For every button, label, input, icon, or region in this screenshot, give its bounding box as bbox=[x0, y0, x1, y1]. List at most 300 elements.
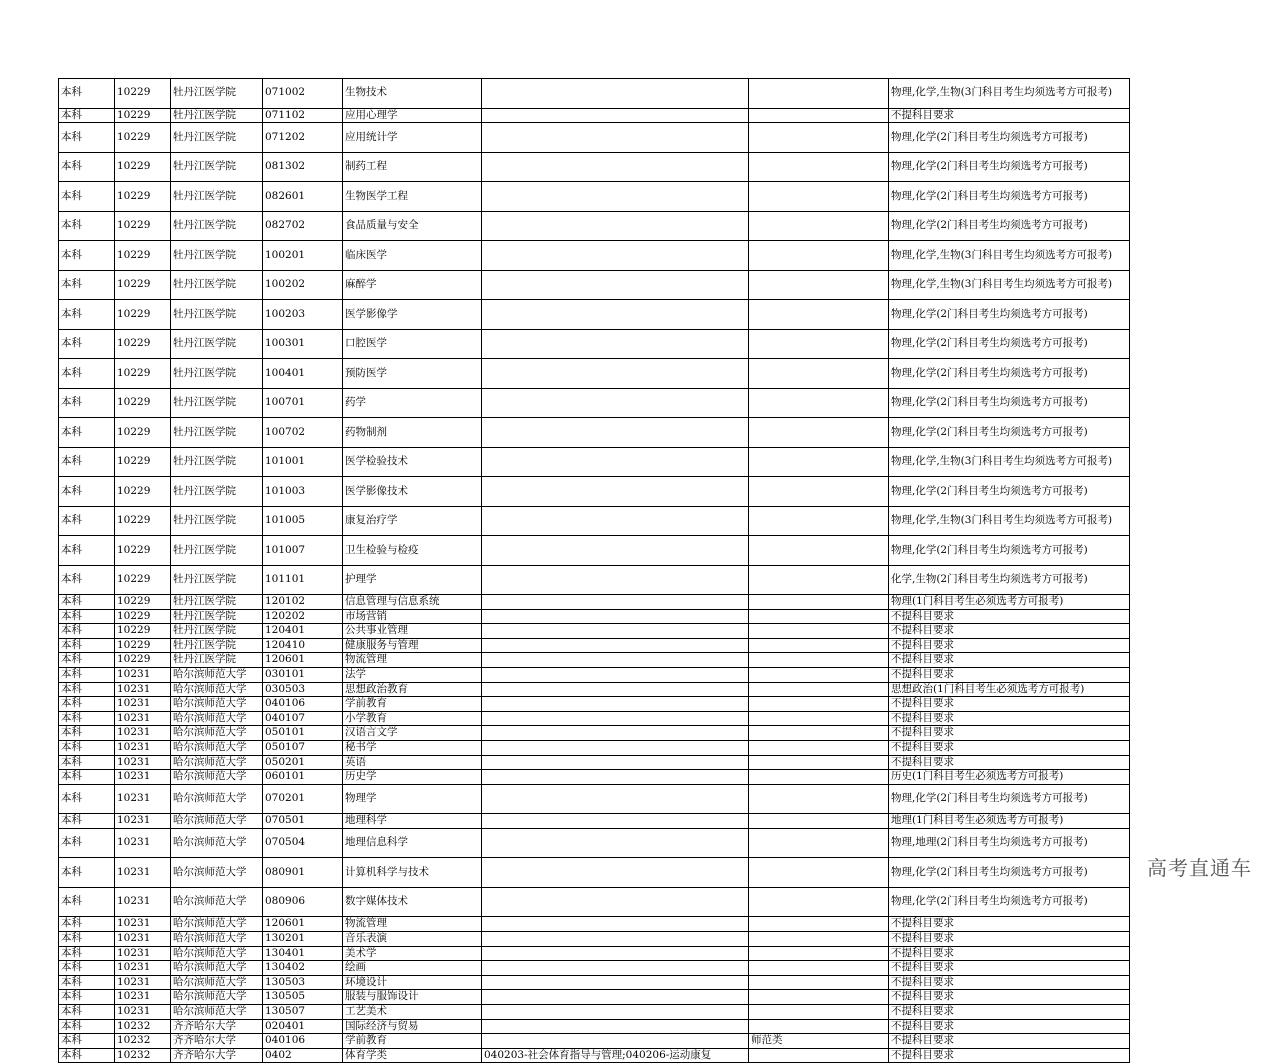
major-name-cell: 音乐表演 bbox=[343, 932, 482, 947]
school-code-cell: 10229 bbox=[115, 300, 171, 330]
level-cell: 本科 bbox=[59, 946, 115, 961]
school-name-cell: 哈尔滨师范大学 bbox=[171, 697, 263, 712]
included-majors-cell bbox=[482, 270, 749, 300]
enrollment-requirements-table bbox=[58, 78, 1130, 1063]
remark-cell bbox=[749, 932, 889, 947]
major-code-cell: 050107 bbox=[263, 741, 343, 756]
major-code-cell: 040106 bbox=[263, 697, 343, 712]
major-name-cell: 历史学 bbox=[343, 770, 482, 785]
school-code-cell: 10231 bbox=[115, 711, 171, 726]
included-majors-cell bbox=[482, 1034, 749, 1049]
remark-cell bbox=[749, 946, 889, 961]
school-code-cell: 10232 bbox=[115, 1048, 171, 1063]
school-name-cell: 哈尔滨师范大学 bbox=[171, 770, 263, 785]
school-code-cell: 10229 bbox=[115, 565, 171, 595]
school-code-cell: 10229 bbox=[115, 506, 171, 536]
remark-cell bbox=[749, 682, 889, 697]
subject-requirement-cell: 物理,化学(2门科目考生均须选考方可报考) bbox=[889, 418, 1130, 448]
table-row bbox=[59, 241, 1130, 271]
subject-requirement-cell: 不提科目要求 bbox=[889, 697, 1130, 712]
table-row bbox=[59, 932, 1130, 947]
major-name-cell: 服装与服饰设计 bbox=[343, 990, 482, 1005]
major-code-cell: 100203 bbox=[263, 300, 343, 330]
remark-cell bbox=[749, 447, 889, 477]
school-name-cell: 牡丹江医学院 bbox=[171, 565, 263, 595]
school-code-cell: 10231 bbox=[115, 1004, 171, 1019]
school-name-cell: 哈尔滨师范大学 bbox=[171, 814, 263, 829]
major-name-cell: 思想政治教育 bbox=[343, 682, 482, 697]
major-code-cell: 130505 bbox=[263, 990, 343, 1005]
included-majors-cell bbox=[482, 917, 749, 932]
major-code-cell: 130503 bbox=[263, 975, 343, 990]
major-name-cell: 医学检验技术 bbox=[343, 447, 482, 477]
included-majors-cell bbox=[482, 329, 749, 359]
level-cell: 本科 bbox=[59, 211, 115, 241]
level-cell: 本科 bbox=[59, 565, 115, 595]
included-majors-cell bbox=[482, 828, 749, 858]
school-name-cell: 牡丹江医学院 bbox=[171, 624, 263, 639]
remark-cell bbox=[749, 668, 889, 683]
subject-requirement-cell: 物理,化学(2门科目考生均须选考方可报考) bbox=[889, 477, 1130, 507]
included-majors-cell bbox=[482, 79, 749, 109]
included-majors-cell bbox=[482, 300, 749, 330]
table-row bbox=[59, 975, 1130, 990]
major-code-cell: 101101 bbox=[263, 565, 343, 595]
school-code-cell: 10229 bbox=[115, 653, 171, 668]
school-code-cell: 10231 bbox=[115, 917, 171, 932]
major-name-cell: 医学影像学 bbox=[343, 300, 482, 330]
remark-cell bbox=[749, 152, 889, 182]
subject-requirement-cell: 地理(1门科目考生必须选考方可报考) bbox=[889, 814, 1130, 829]
table-row bbox=[59, 784, 1130, 814]
school-name-cell: 牡丹江医学院 bbox=[171, 447, 263, 477]
major-name-cell: 应用统计学 bbox=[343, 123, 482, 153]
included-majors-cell bbox=[482, 123, 749, 153]
major-code-cell: 101003 bbox=[263, 477, 343, 507]
table-row bbox=[59, 990, 1130, 1005]
table-row bbox=[59, 477, 1130, 507]
school-code-cell: 10229 bbox=[115, 624, 171, 639]
level-cell: 本科 bbox=[59, 595, 115, 610]
level-cell: 本科 bbox=[59, 536, 115, 566]
school-name-cell: 牡丹江医学院 bbox=[171, 329, 263, 359]
school-name-cell: 牡丹江医学院 bbox=[171, 241, 263, 271]
level-cell: 本科 bbox=[59, 1048, 115, 1063]
included-majors-cell bbox=[482, 609, 749, 624]
school-name-cell: 哈尔滨师范大学 bbox=[171, 784, 263, 814]
included-majors-cell bbox=[482, 359, 749, 389]
table-row bbox=[59, 917, 1130, 932]
school-name-cell: 牡丹江医学院 bbox=[171, 152, 263, 182]
subject-requirement-cell: 物理,化学,生物(3门科目考生均须选考方可报考) bbox=[889, 241, 1130, 271]
remark-cell bbox=[749, 123, 889, 153]
major-name-cell: 计算机科学与技术 bbox=[343, 858, 482, 888]
major-code-cell: 050201 bbox=[263, 755, 343, 770]
major-code-cell: 070504 bbox=[263, 828, 343, 858]
level-cell: 本科 bbox=[59, 624, 115, 639]
subject-requirement-cell: 物理,化学(2门科目考生均须选考方可报考) bbox=[889, 784, 1130, 814]
included-majors-cell bbox=[482, 932, 749, 947]
major-name-cell: 地理科学 bbox=[343, 814, 482, 829]
level-cell: 本科 bbox=[59, 1019, 115, 1034]
school-code-cell: 10231 bbox=[115, 990, 171, 1005]
remark-cell bbox=[749, 1048, 889, 1063]
table-row bbox=[59, 726, 1130, 741]
subject-requirement-cell: 物理,地理(2门科目考生均须选考方可报考) bbox=[889, 828, 1130, 858]
remark-cell bbox=[749, 638, 889, 653]
school-name-cell: 牡丹江医学院 bbox=[171, 388, 263, 418]
school-code-cell: 10231 bbox=[115, 668, 171, 683]
major-name-cell: 法学 bbox=[343, 668, 482, 683]
subject-requirement-cell: 不提科目要求 bbox=[889, 1019, 1130, 1034]
table-row bbox=[59, 653, 1130, 668]
remark-cell bbox=[749, 653, 889, 668]
table-row bbox=[59, 711, 1130, 726]
level-cell: 本科 bbox=[59, 682, 115, 697]
remark-cell bbox=[749, 624, 889, 639]
subject-requirement-cell: 不提科目要求 bbox=[889, 961, 1130, 976]
school-code-cell: 10229 bbox=[115, 388, 171, 418]
major-code-cell: 070501 bbox=[263, 814, 343, 829]
subject-requirement-cell: 思想政治(1门科目考生必须选考方可报考) bbox=[889, 682, 1130, 697]
table-row bbox=[59, 755, 1130, 770]
level-cell: 本科 bbox=[59, 477, 115, 507]
included-majors-cell bbox=[482, 682, 749, 697]
remark-cell bbox=[749, 814, 889, 829]
major-name-cell: 秘书学 bbox=[343, 741, 482, 756]
major-code-cell: 082702 bbox=[263, 211, 343, 241]
included-majors-cell bbox=[482, 624, 749, 639]
table-row bbox=[59, 682, 1130, 697]
school-name-cell: 哈尔滨师范大学 bbox=[171, 828, 263, 858]
included-majors-cell bbox=[482, 946, 749, 961]
remark-cell bbox=[749, 270, 889, 300]
table-row bbox=[59, 388, 1130, 418]
school-code-cell: 10229 bbox=[115, 241, 171, 271]
included-majors-cell bbox=[482, 770, 749, 785]
level-cell: 本科 bbox=[59, 418, 115, 448]
included-majors-cell bbox=[482, 182, 749, 212]
remark-cell bbox=[749, 211, 889, 241]
major-code-cell: 130402 bbox=[263, 961, 343, 976]
remark-cell bbox=[749, 784, 889, 814]
level-cell: 本科 bbox=[59, 270, 115, 300]
subject-requirement-cell: 物理,化学(2门科目考生均须选考方可报考) bbox=[889, 887, 1130, 917]
school-code-cell: 10231 bbox=[115, 814, 171, 829]
school-name-cell: 牡丹江医学院 bbox=[171, 418, 263, 448]
school-code-cell: 10229 bbox=[115, 79, 171, 109]
school-code-cell: 10229 bbox=[115, 536, 171, 566]
table-row bbox=[59, 447, 1130, 477]
major-code-cell: 130201 bbox=[263, 932, 343, 947]
table-row bbox=[59, 211, 1130, 241]
school-name-cell: 牡丹江医学院 bbox=[171, 536, 263, 566]
remark-cell bbox=[749, 741, 889, 756]
subject-requirement-cell: 历史(1门科目考生必须选考方可报考) bbox=[889, 770, 1130, 785]
major-name-cell: 英语 bbox=[343, 755, 482, 770]
table-row bbox=[59, 270, 1130, 300]
remark-cell bbox=[749, 536, 889, 566]
school-code-cell: 10229 bbox=[115, 182, 171, 212]
included-majors-cell bbox=[482, 565, 749, 595]
major-code-cell: 100702 bbox=[263, 418, 343, 448]
table-row bbox=[59, 638, 1130, 653]
table-row bbox=[59, 1034, 1130, 1049]
table-row bbox=[59, 108, 1130, 123]
major-code-cell: 070201 bbox=[263, 784, 343, 814]
major-name-cell: 信息管理与信息系统 bbox=[343, 595, 482, 610]
school-name-cell: 牡丹江医学院 bbox=[171, 638, 263, 653]
subject-requirement-cell: 物理,化学(2门科目考生均须选考方可报考) bbox=[889, 329, 1130, 359]
major-name-cell: 临床医学 bbox=[343, 241, 482, 271]
subject-requirement-cell: 物理,化学,生物(3门科目考生均须选考方可报考) bbox=[889, 506, 1130, 536]
table-row bbox=[59, 536, 1130, 566]
remark-cell bbox=[749, 388, 889, 418]
level-cell: 本科 bbox=[59, 241, 115, 271]
school-name-cell: 哈尔滨师范大学 bbox=[171, 961, 263, 976]
level-cell: 本科 bbox=[59, 609, 115, 624]
level-cell: 本科 bbox=[59, 711, 115, 726]
subject-requirement-cell: 物理,化学(2门科目考生均须选考方可报考) bbox=[889, 388, 1130, 418]
included-majors-cell bbox=[482, 108, 749, 123]
subject-requirement-cell: 物理,化学(2门科目考生均须选考方可报考) bbox=[889, 858, 1130, 888]
major-code-cell: 120202 bbox=[263, 609, 343, 624]
included-majors-cell bbox=[482, 858, 749, 888]
school-code-cell: 10232 bbox=[115, 1019, 171, 1034]
table-row bbox=[59, 506, 1130, 536]
subject-requirement-cell: 不提科目要求 bbox=[889, 990, 1130, 1005]
remark-cell bbox=[749, 1004, 889, 1019]
level-cell: 本科 bbox=[59, 329, 115, 359]
included-majors-cell bbox=[482, 990, 749, 1005]
subject-requirement-cell: 不提科目要求 bbox=[889, 1004, 1130, 1019]
school-code-cell: 10231 bbox=[115, 741, 171, 756]
school-name-cell: 哈尔滨师范大学 bbox=[171, 726, 263, 741]
subject-requirement-cell: 物理,化学(2门科目考生均须选考方可报考) bbox=[889, 123, 1130, 153]
school-code-cell: 10231 bbox=[115, 784, 171, 814]
school-name-cell: 哈尔滨师范大学 bbox=[171, 711, 263, 726]
table-row bbox=[59, 418, 1130, 448]
table-row bbox=[59, 1004, 1130, 1019]
remark-cell bbox=[749, 359, 889, 389]
major-code-cell: 081302 bbox=[263, 152, 343, 182]
school-code-cell: 10229 bbox=[115, 418, 171, 448]
level-cell: 本科 bbox=[59, 388, 115, 418]
remark-cell bbox=[749, 595, 889, 610]
major-code-cell: 0402 bbox=[263, 1048, 343, 1063]
school-name-cell: 哈尔滨师范大学 bbox=[171, 887, 263, 917]
major-name-cell: 物流管理 bbox=[343, 653, 482, 668]
subject-requirement-cell: 不提科目要求 bbox=[889, 711, 1130, 726]
level-cell: 本科 bbox=[59, 961, 115, 976]
included-majors-cell bbox=[482, 814, 749, 829]
table-row bbox=[59, 300, 1130, 330]
major-name-cell: 生物技术 bbox=[343, 79, 482, 109]
subject-requirement-cell: 不提科目要求 bbox=[889, 638, 1130, 653]
remark-cell bbox=[749, 506, 889, 536]
level-cell: 本科 bbox=[59, 726, 115, 741]
school-name-cell: 牡丹江医学院 bbox=[171, 300, 263, 330]
table-row bbox=[59, 1019, 1130, 1034]
level-cell: 本科 bbox=[59, 932, 115, 947]
remark-cell bbox=[749, 697, 889, 712]
school-name-cell: 哈尔滨师范大学 bbox=[171, 741, 263, 756]
school-name-cell: 牡丹江医学院 bbox=[171, 79, 263, 109]
table-row bbox=[59, 814, 1130, 829]
major-name-cell: 康复治疗学 bbox=[343, 506, 482, 536]
included-majors-cell bbox=[482, 726, 749, 741]
major-name-cell: 护理学 bbox=[343, 565, 482, 595]
included-majors-cell bbox=[482, 638, 749, 653]
school-name-cell: 哈尔滨师范大学 bbox=[171, 975, 263, 990]
remark-cell bbox=[749, 79, 889, 109]
major-code-cell: 120601 bbox=[263, 917, 343, 932]
subject-requirement-cell: 物理,化学(2门科目考生均须选考方可报考) bbox=[889, 359, 1130, 389]
major-code-cell: 040106 bbox=[263, 1034, 343, 1049]
included-majors-cell bbox=[482, 784, 749, 814]
major-name-cell: 美术学 bbox=[343, 946, 482, 961]
included-majors-cell bbox=[482, 668, 749, 683]
subject-requirement-cell: 物理,化学(2门科目考生均须选考方可报考) bbox=[889, 536, 1130, 566]
major-code-cell: 050101 bbox=[263, 726, 343, 741]
included-majors-cell bbox=[482, 241, 749, 271]
major-name-cell: 物理学 bbox=[343, 784, 482, 814]
major-code-cell: 071002 bbox=[263, 79, 343, 109]
major-code-cell: 100401 bbox=[263, 359, 343, 389]
major-name-cell: 生物医学工程 bbox=[343, 182, 482, 212]
included-majors-cell bbox=[482, 711, 749, 726]
subject-requirement-cell: 不提科目要求 bbox=[889, 726, 1130, 741]
school-code-cell: 10231 bbox=[115, 946, 171, 961]
school-code-cell: 10229 bbox=[115, 329, 171, 359]
remark-cell bbox=[749, 241, 889, 271]
major-name-cell: 预防医学 bbox=[343, 359, 482, 389]
included-majors-cell bbox=[482, 975, 749, 990]
school-name-cell: 牡丹江医学院 bbox=[171, 270, 263, 300]
subject-requirement-cell: 物理,化学,生物(3门科目考生均须选考方可报考) bbox=[889, 79, 1130, 109]
remark-cell bbox=[749, 887, 889, 917]
school-code-cell: 10229 bbox=[115, 359, 171, 389]
school-code-cell: 10229 bbox=[115, 123, 171, 153]
level-cell: 本科 bbox=[59, 697, 115, 712]
watermark-logo: 高考直通车 bbox=[1147, 856, 1252, 880]
school-name-cell: 哈尔滨师范大学 bbox=[171, 946, 263, 961]
school-name-cell: 牡丹江医学院 bbox=[171, 506, 263, 536]
level-cell: 本科 bbox=[59, 828, 115, 858]
subject-requirement-cell: 不提科目要求 bbox=[889, 741, 1130, 756]
subject-requirement-cell: 物理,化学(2门科目考生均须选考方可报考) bbox=[889, 211, 1130, 241]
level-cell: 本科 bbox=[59, 182, 115, 212]
school-name-cell: 齐齐哈尔大学 bbox=[171, 1019, 263, 1034]
school-code-cell: 10231 bbox=[115, 697, 171, 712]
school-name-cell: 哈尔滨师范大学 bbox=[171, 668, 263, 683]
subject-requirement-cell: 不提科目要求 bbox=[889, 755, 1130, 770]
school-code-cell: 10229 bbox=[115, 270, 171, 300]
major-name-cell: 市场营销 bbox=[343, 609, 482, 624]
school-name-cell: 哈尔滨师范大学 bbox=[171, 858, 263, 888]
major-name-cell: 公共事业管理 bbox=[343, 624, 482, 639]
table-row bbox=[59, 624, 1130, 639]
level-cell: 本科 bbox=[59, 975, 115, 990]
subject-requirement-cell: 不提科目要求 bbox=[889, 1034, 1130, 1049]
remark-cell bbox=[749, 182, 889, 212]
major-code-cell: 040107 bbox=[263, 711, 343, 726]
major-code-cell: 100202 bbox=[263, 270, 343, 300]
included-majors-cell bbox=[482, 887, 749, 917]
major-code-cell: 071202 bbox=[263, 123, 343, 153]
school-code-cell: 10231 bbox=[115, 858, 171, 888]
school-code-cell: 10231 bbox=[115, 755, 171, 770]
level-cell: 本科 bbox=[59, 359, 115, 389]
school-code-cell: 10229 bbox=[115, 638, 171, 653]
table-row bbox=[59, 152, 1130, 182]
level-cell: 本科 bbox=[59, 653, 115, 668]
major-name-cell: 麻醉学 bbox=[343, 270, 482, 300]
remark-cell bbox=[749, 108, 889, 123]
level-cell: 本科 bbox=[59, 152, 115, 182]
major-name-cell: 环境设计 bbox=[343, 975, 482, 990]
level-cell: 本科 bbox=[59, 770, 115, 785]
major-code-cell: 030101 bbox=[263, 668, 343, 683]
included-majors-cell bbox=[482, 506, 749, 536]
school-name-cell: 牡丹江医学院 bbox=[171, 108, 263, 123]
major-name-cell: 学前教育 bbox=[343, 1034, 482, 1049]
remark-cell bbox=[749, 975, 889, 990]
major-code-cell: 100301 bbox=[263, 329, 343, 359]
school-code-cell: 10229 bbox=[115, 108, 171, 123]
school-name-cell: 牡丹江医学院 bbox=[171, 123, 263, 153]
table-row bbox=[59, 609, 1130, 624]
major-code-cell: 100701 bbox=[263, 388, 343, 418]
level-cell: 本科 bbox=[59, 108, 115, 123]
subject-requirement-cell: 物理,化学(2门科目考生均须选考方可报考) bbox=[889, 182, 1130, 212]
table-row bbox=[59, 329, 1130, 359]
included-majors-cell bbox=[482, 447, 749, 477]
school-name-cell: 牡丹江医学院 bbox=[171, 653, 263, 668]
level-cell: 本科 bbox=[59, 506, 115, 536]
remark-cell bbox=[749, 755, 889, 770]
school-name-cell: 齐齐哈尔大学 bbox=[171, 1034, 263, 1049]
remark-cell bbox=[749, 770, 889, 785]
remark-cell bbox=[749, 329, 889, 359]
included-majors-cell bbox=[482, 961, 749, 976]
school-name-cell: 牡丹江医学院 bbox=[171, 359, 263, 389]
major-name-cell: 药学 bbox=[343, 388, 482, 418]
major-code-cell: 020401 bbox=[263, 1019, 343, 1034]
remark-cell bbox=[749, 711, 889, 726]
school-code-cell: 10231 bbox=[115, 887, 171, 917]
level-cell: 本科 bbox=[59, 447, 115, 477]
subject-requirement-cell: 物理,化学,生物(3门科目考生均须选考方可报考) bbox=[889, 447, 1130, 477]
school-code-cell: 10231 bbox=[115, 726, 171, 741]
school-name-cell: 哈尔滨师范大学 bbox=[171, 1004, 263, 1019]
school-name-cell: 齐齐哈尔大学 bbox=[171, 1048, 263, 1063]
school-code-cell: 10231 bbox=[115, 975, 171, 990]
included-majors-cell bbox=[482, 1019, 749, 1034]
school-code-cell: 10231 bbox=[115, 770, 171, 785]
level-cell: 本科 bbox=[59, 79, 115, 109]
school-name-cell: 哈尔滨师范大学 bbox=[171, 755, 263, 770]
major-name-cell: 国际经济与贸易 bbox=[343, 1019, 482, 1034]
subject-requirement-cell: 物理,化学,生物(3门科目考生均须选考方可报考) bbox=[889, 270, 1130, 300]
school-name-cell: 哈尔滨师范大学 bbox=[171, 990, 263, 1005]
level-cell: 本科 bbox=[59, 917, 115, 932]
remark-cell bbox=[749, 477, 889, 507]
school-name-cell: 牡丹江医学院 bbox=[171, 182, 263, 212]
major-code-cell: 060101 bbox=[263, 770, 343, 785]
table-row bbox=[59, 697, 1130, 712]
major-code-cell: 080901 bbox=[263, 858, 343, 888]
